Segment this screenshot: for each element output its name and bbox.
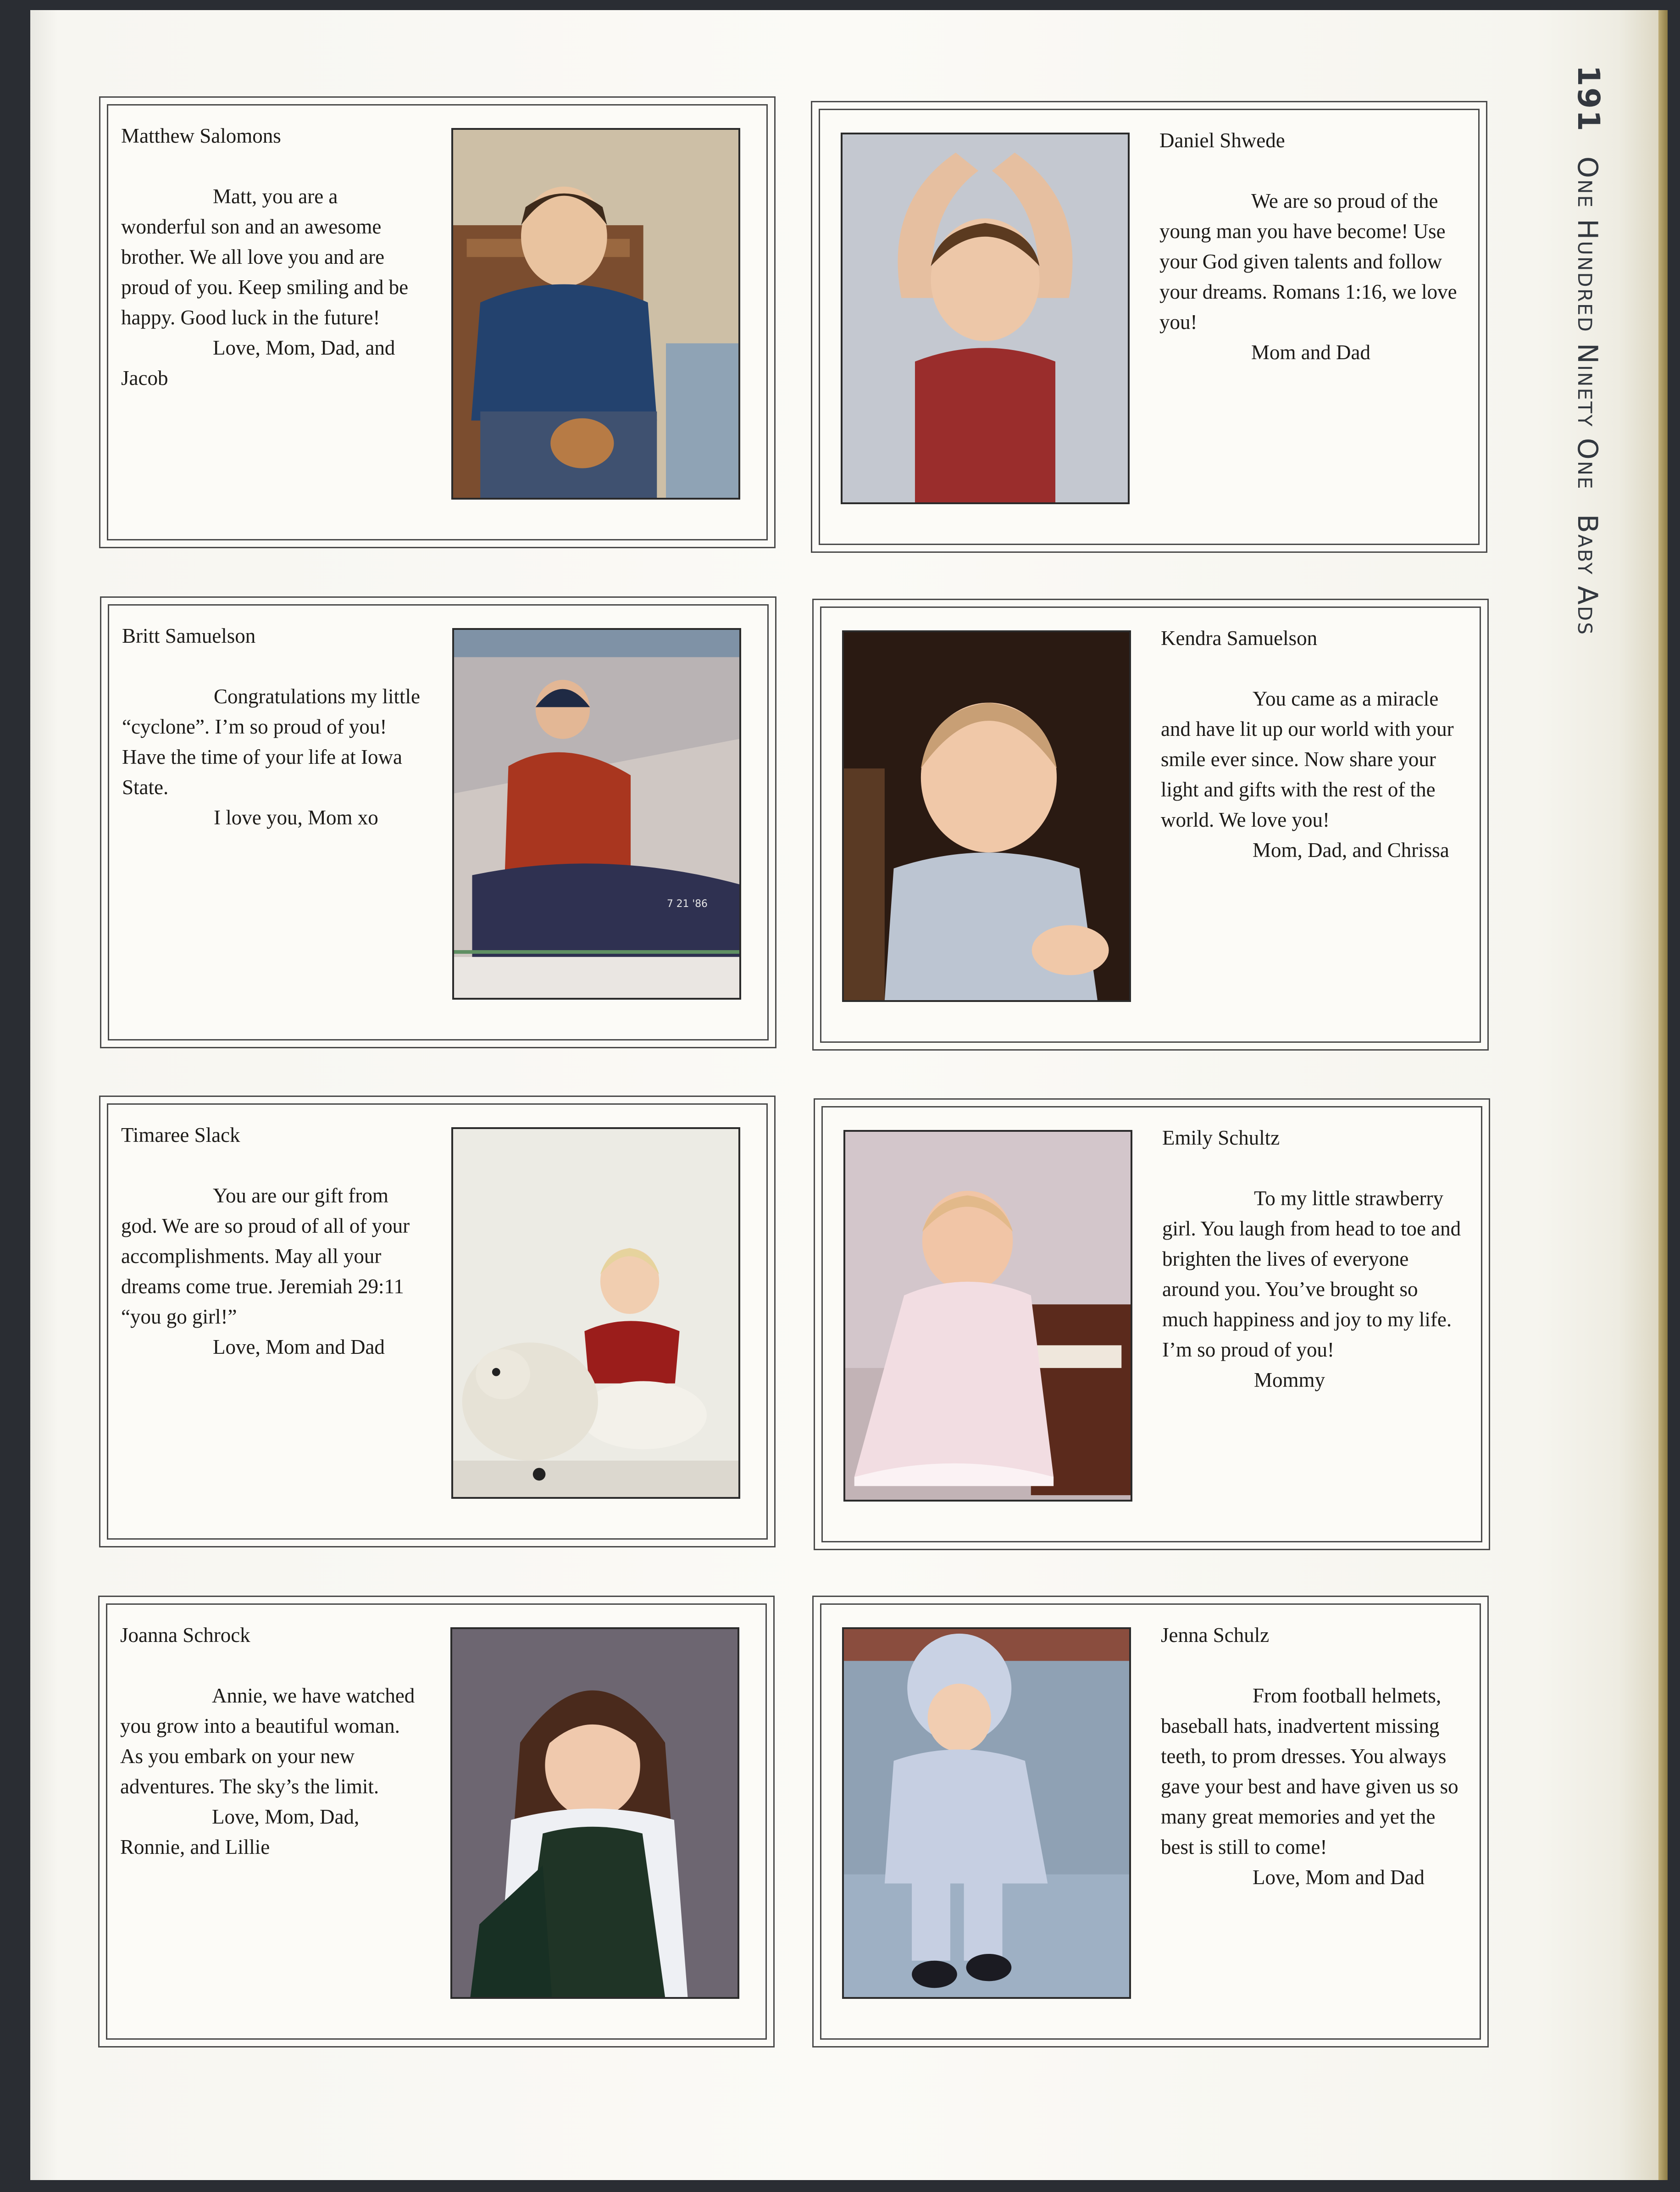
ad-name: Britt Samuelson — [122, 624, 256, 647]
ad-signature: Mom, Dad, and Chrissa — [1253, 839, 1449, 862]
baby-ad-card — [98, 1596, 775, 2047]
ad-photo — [842, 1627, 1131, 1999]
ad-message: From football helmets, baseball hats, inadvertent missing teeth, to prom dresses. You always gave your best and have given us so many great memories and yet the best is still to come! — [1161, 1684, 1458, 1858]
running-header — [1551, 65, 1615, 707]
ad-message: Congratulations my little “cyclone”. I’m so proud of you! Have the time of your life at Iowa State. — [122, 685, 420, 799]
baby-ad-card — [99, 96, 776, 548]
baby-ad-card — [811, 101, 1487, 553]
ad-name: Jenna Schulz — [1161, 1624, 1270, 1647]
ad-signature: Love, Mom, Dad, and Jacob — [121, 336, 395, 389]
ad-message: You came as a miracle and have lit up our world with your smile ever since. Now share your light and gifts with the rest of the world. We love you! — [1161, 687, 1454, 831]
page-number-words: One Hundred Ninety One — [1571, 156, 1603, 490]
ad-name: Daniel Shwede — [1159, 129, 1285, 152]
baby-ad-card — [812, 599, 1489, 1051]
ad-photo — [841, 133, 1130, 504]
ad-signature: Love, Mom and Dad — [213, 1335, 385, 1358]
ad-name: Timaree Slack — [121, 1124, 240, 1146]
baby-ad-card — [814, 1098, 1490, 1550]
ad-message: You are our gift from god. We are so proud of all of your accomplishments. May all your dreams come true. Jeremiah 29:11 “you go girl!” — [121, 1184, 410, 1328]
ad-signature: Love, Mom and Dad — [1253, 1866, 1425, 1889]
ad-name: Joanna Schrock — [120, 1624, 250, 1647]
ad-photo — [451, 1127, 740, 1499]
photo-date-stamp: 7 21 '86 — [667, 898, 708, 910]
ad-photo — [450, 1627, 739, 1999]
ad-photo — [843, 1130, 1132, 1502]
baby-ad-card — [812, 1596, 1489, 2047]
ad-message: Matt, you are a wonderful son and an awesome brother. We all love you and are proud of you. Keep smiling and be happy. Good luck in the future! — [121, 185, 409, 329]
baby-ad-card — [99, 1096, 776, 1547]
page-edge — [1658, 10, 1668, 2180]
ad-photo — [452, 628, 741, 1000]
page-number: 191 — [1571, 65, 1606, 133]
ad-message: We are so proud of the young man you have become! Use your God given talents and follow your dreams. Romans 1:16, we love you! — [1159, 189, 1457, 334]
ad-signature: I love you, Mom xo — [214, 806, 378, 829]
ad-photo — [451, 128, 740, 500]
ad-signature: Mom and Dad — [1251, 341, 1370, 364]
ad-signature: Love, Mom, Dad, Ronnie, and Lillie — [120, 1805, 360, 1858]
section-title: Baby Ads — [1571, 514, 1603, 636]
ad-name: Kendra Samuelson — [1161, 627, 1318, 650]
ad-signature: Mommy — [1254, 1369, 1325, 1391]
ad-message: Annie, we have watched you grow into a beautiful woman. As you embark on your new adventures. The sky’s the limit. — [120, 1684, 415, 1798]
ad-message: To my little strawberry girl. You laugh from head to toe and brighten the lives of everyone around you. You’ve brought so much happiness and joy to my life. I’m so proud of you! — [1162, 1187, 1461, 1361]
ad-photo — [842, 630, 1131, 1002]
baby-ad-card — [100, 596, 776, 1048]
ad-name: Emily Schultz — [1162, 1126, 1280, 1149]
ad-name: Matthew Salomons — [121, 124, 281, 147]
